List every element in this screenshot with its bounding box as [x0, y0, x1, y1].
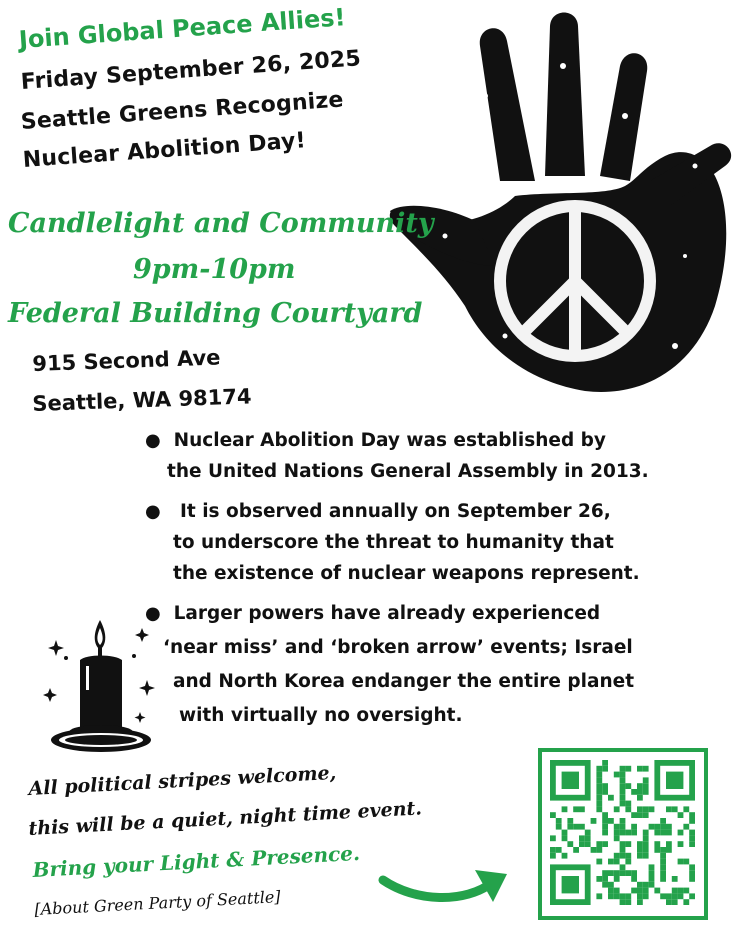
- qr-code[interactable]: [538, 748, 708, 920]
- hand-print-icon: [385, 6, 750, 396]
- arrow-icon: [375, 860, 515, 915]
- candle-icon: [42, 610, 162, 760]
- bullet-1-line-2: the United Nations General Assembly in 2013.: [167, 461, 649, 482]
- bring-light-line: Bring your Light & Presence.: [32, 840, 361, 882]
- list-item: ● Larger powers have already experienced ‘near miss’ and ‘broken arrow’ events; Israel and North Korea endanger the entire planet with virtually no oversight.: [145, 603, 635, 726]
- event-time: 9pm-10pm: [133, 254, 296, 285]
- header-line-2: Seattle Greens Recognize: [20, 87, 345, 135]
- bullet-2-line-3: the existence of nuclear weapons represent.: [173, 563, 640, 584]
- invite-heading: Join Global Peace Allies!: [18, 3, 347, 54]
- list-item: ● Nuclear Abolition Day was established by the United Nations General Assembly in 2013.: [145, 430, 649, 482]
- bullet-3-line-4: with virtually no oversight.: [179, 705, 463, 726]
- qr-code-image: [542, 752, 704, 916]
- header-line-3: Nuclear Abolition Day!: [22, 128, 307, 173]
- bullet-list: [145, 430, 649, 739]
- event-title: Candlelight and Community: [8, 208, 434, 239]
- bullet-2-line-2: to underscore the threat to humanity that: [173, 532, 614, 553]
- event-date: Friday September 26, 2025: [20, 46, 362, 95]
- welcome-line-2: this will be a quiet, night time event.: [28, 797, 423, 840]
- list-item: ● It is observed annually on September 26, to underscore the threat to humanity that the existence of nuclear weapons represent.: [145, 501, 640, 584]
- address-city: Seattle, WA 98174: [32, 384, 252, 416]
- bullet-2-line-1: It is observed annually on September 26,: [180, 501, 611, 522]
- bullet-3-line-1: Larger powers have already experienced: [173, 603, 601, 624]
- bullet-3-line-2: ‘near miss’ and ‘broken arrow’ events; Israel: [163, 637, 633, 658]
- welcome-line-1: All political stripes welcome,: [28, 761, 337, 800]
- about-link[interactable]: [About Green Party of Seattle]: [34, 887, 282, 919]
- event-place: Federal Building Courtyard: [8, 298, 423, 329]
- bullet-3-line-3: and North Korea endanger the entire planet: [173, 671, 635, 692]
- bullet-1-line-1: Nuclear Abolition Day was established by: [173, 430, 606, 451]
- address-street: 915 Second Ave: [32, 345, 221, 376]
